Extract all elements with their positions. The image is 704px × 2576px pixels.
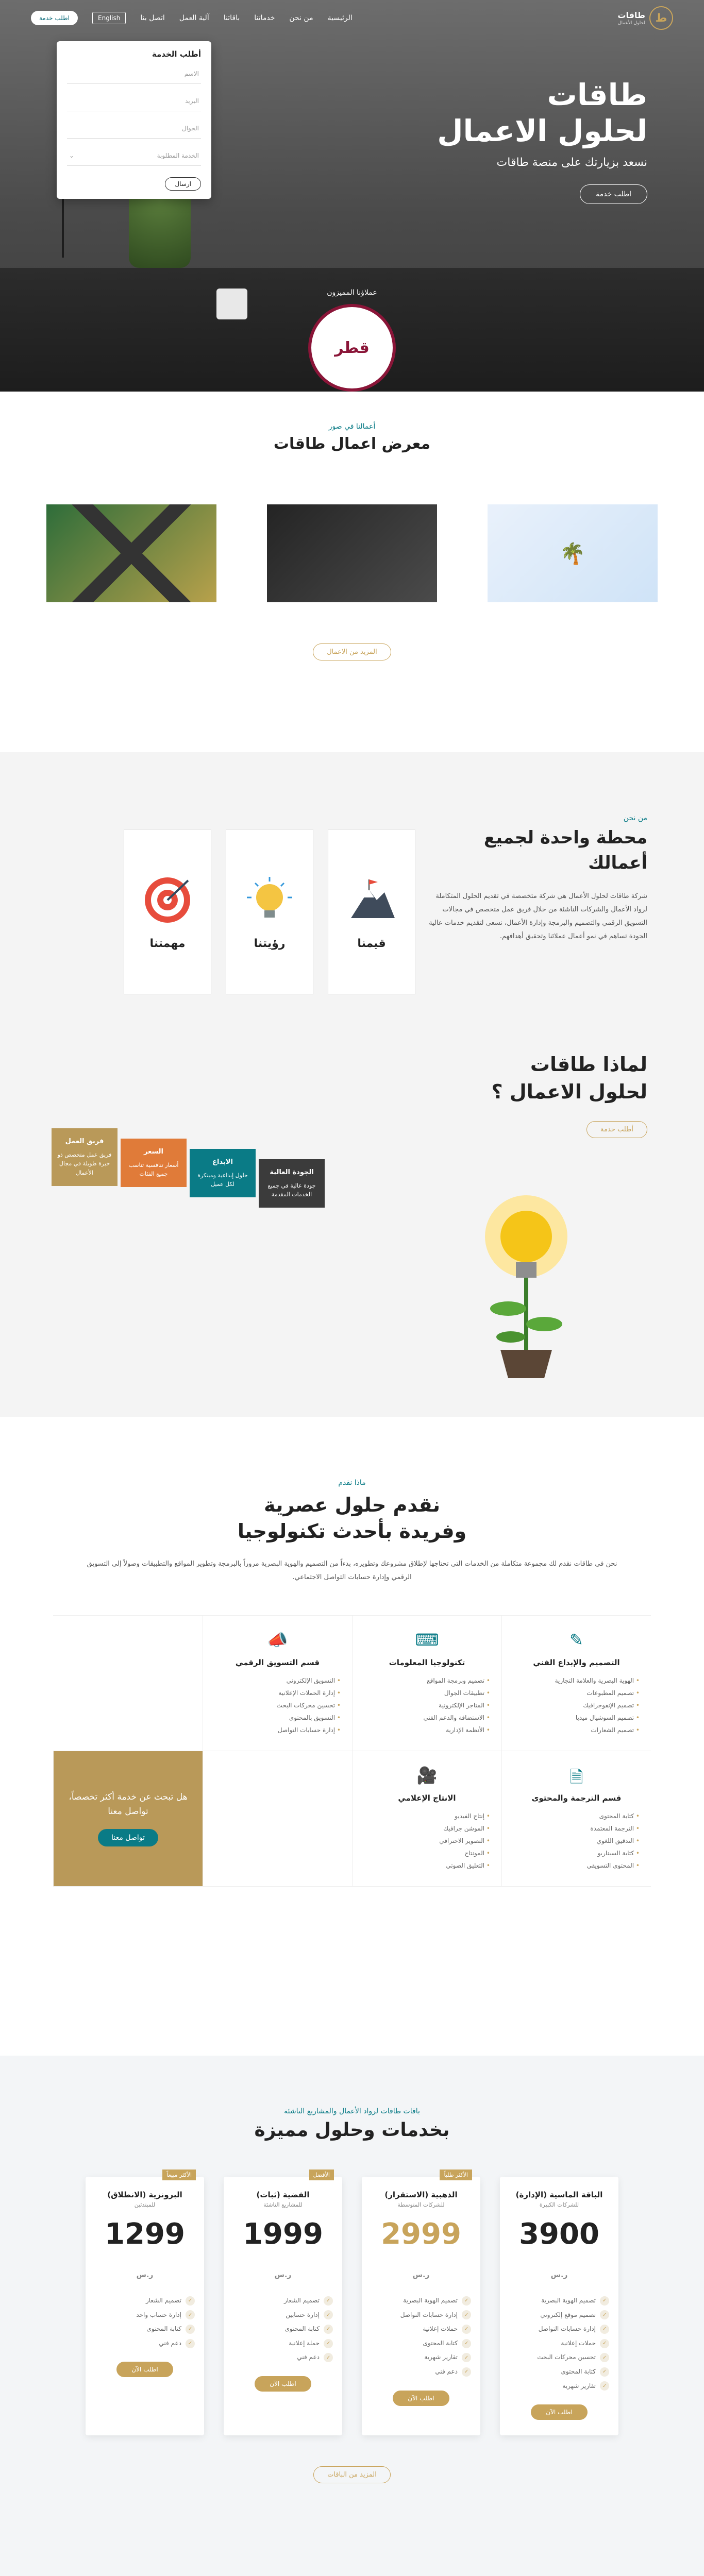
why-title-2: لحلول الاعمال ؟ <box>491 1080 647 1104</box>
service-marketing[interactable]: 📣 قسم التسويق الرقمي • التسويق الإلكتروني • إدارة الحملات الإعلانية • تحسين محركات البحث • التسويق بالمحتوى • إدارة حسابات التواصل <box>203 1616 352 1751</box>
services-section <box>0 1417 704 2056</box>
order-button[interactable]: اطلب الآن <box>531 2404 588 2420</box>
hero-title-1: طاقات <box>547 77 647 112</box>
service-translation[interactable]: 🗎 قسم الترجمة والمحتوى • كتابة المحتوى • الترجمة المعتمدة • التدقيق اللغوي • كتابة السيناريو • المحتوى التسويقي <box>501 1751 651 1887</box>
check-icon: ✓ <box>462 2296 471 2306</box>
vision-label: رؤيتنا <box>254 937 286 950</box>
why-us <box>421 1051 647 1138</box>
check-icon: ✓ <box>600 2353 609 2362</box>
check-icon: ✓ <box>462 2353 471 2362</box>
package-ribbon: الأكثر مبيعاً <box>162 2170 196 2180</box>
nav-process[interactable]: آلية العمل <box>179 14 209 22</box>
check-icon: ✓ <box>324 2325 333 2334</box>
mission-vision-values <box>124 829 415 994</box>
packages-tag: باقات طاقات لرواد الأعمال والمشاريع الناشئة <box>284 2107 420 2115</box>
package-ribbon: الأفضل <box>309 2170 334 2180</box>
service-media[interactable]: 🎥 الانتاج الإعلامي • إنتاج الفيديو • الموشن جرافيك • التصوير الاحترافي • المونتاج • التعليق الصوتي <box>352 1751 501 1887</box>
check-icon: ✓ <box>186 2296 195 2306</box>
about-section <box>0 752 704 1417</box>
work-item[interactable] <box>267 504 437 602</box>
values-card <box>328 829 415 994</box>
work-item[interactable] <box>488 504 658 602</box>
about-title: محطة واحدة لجميع أعمالك <box>483 827 647 874</box>
mountain-flag-icon <box>346 874 397 926</box>
works-section <box>0 392 704 752</box>
brand-name: طاقات <box>617 10 645 21</box>
package-price: 1999 ر.س <box>243 2217 323 2279</box>
language-switch[interactable]: English <box>92 12 126 24</box>
translate-icon: 🗎 <box>569 1767 583 1787</box>
why-steps <box>52 1128 325 1208</box>
services-title-1: نقدم حلول عصرية <box>264 1494 440 1516</box>
brand-sub: لحلول الأعمال <box>617 20 645 26</box>
work-thumbnail <box>267 504 437 602</box>
step-quality: الجودة العالية جودة عالية في جميع الخدمات المقدمة <box>259 1159 325 1208</box>
check-icon: ✓ <box>462 2325 471 2334</box>
nav-home[interactable]: الرئيسية <box>327 14 353 22</box>
quick-form-title: أطلب الخدمة <box>152 49 201 59</box>
bulb-plant-illustration <box>467 1185 585 1381</box>
lightbulb-icon <box>244 874 295 926</box>
packages-title: بخدمات وحلول مميزة <box>254 2120 450 2141</box>
check-icon: ✓ <box>324 2296 333 2306</box>
check-icon: ✓ <box>186 2339 195 2348</box>
values-label: قيمنا <box>357 937 386 950</box>
package-price: 2999 ر.س <box>381 2217 461 2279</box>
about-tag: من نحن <box>623 814 647 822</box>
services-tag: ماذا نقدم <box>338 1479 366 1487</box>
services-title-2: وفريدة بأحدث تكنولوجيا <box>237 1520 467 1543</box>
check-icon: ✓ <box>600 2339 609 2348</box>
why-title-1: لماذا طاقات <box>530 1053 647 1076</box>
mission-label: مهمتنا <box>149 937 186 950</box>
packages-row <box>0 2172 704 2435</box>
mission-card <box>124 829 211 994</box>
more-packages-button[interactable]: المزيد من الباقات <box>313 2466 391 2483</box>
about-paragraph: شركة طاقات لحلول الأعمال هي شركة متخصصة في تقديم الحلول المتكاملة لرواد الأعمال والشركات الناشئة من خلال فريق عمل متخصص في مجالات التسويق الرقمي والتصميم والبرمجة وإدارة الأعمال، نسعى لتقديم خدمات عالية الجودة تساهم في نمو أعمال عملائنا وتحقيق أهدافهم. <box>429 892 647 940</box>
check-icon: ✓ <box>324 2353 333 2362</box>
check-icon: ✓ <box>324 2339 333 2348</box>
works-tag: أعمالنا في صور <box>328 422 376 431</box>
brand-logo[interactable] <box>617 6 673 30</box>
package-card-bronze: الأكثر مبيعاً البرونزية (الانطلاق) للمبتدئين 1299 ر.س ✓ تصميم الشعار ✓ إدارة حساب واحد ✓ كتابة المحتوى ✓ دعم فني اطلب الآن <box>86 2177 204 2435</box>
hero-request-button[interactable]: اطلب خدمة <box>580 184 647 204</box>
works-gallery <box>0 504 704 602</box>
vision-card <box>226 829 313 994</box>
video-icon: 🎥 <box>416 1765 438 1785</box>
services-cta-text: هل تبحث عن خدمة أكثر تخصصاً، تواصل معنا <box>69 1792 188 1817</box>
service-blank <box>203 1751 352 1887</box>
marketing-icon: 📣 <box>267 1630 288 1650</box>
quick-service-select[interactable] <box>67 146 201 166</box>
check-icon: ✓ <box>462 2310 471 2319</box>
clients-label: عملاؤنا المميزون <box>327 289 377 297</box>
palm-icon: 🌴 <box>560 541 585 566</box>
check-icon: ✓ <box>462 2339 471 2348</box>
nav-services[interactable]: خدماتنا <box>254 14 275 22</box>
hero-title-2: لحلول الاعمال <box>437 113 647 148</box>
quick-phone-input[interactable]: الجوال <box>67 118 201 139</box>
why-request-button[interactable]: أطلب خدمة <box>586 1121 647 1138</box>
nav-about[interactable]: من نحن <box>289 14 313 22</box>
check-icon: ✓ <box>600 2296 609 2306</box>
quick-send-button[interactable]: ارسال <box>165 177 201 191</box>
service-empty <box>53 1616 203 1751</box>
check-icon: ✓ <box>462 2367 471 2377</box>
order-button[interactable]: اطلب الآن <box>393 2391 449 2406</box>
packages-section <box>0 2056 704 2576</box>
package-card-silver: الأفضل الفضية (ثبات) للمشاريع الناشئة 1999 ر.س ✓ تصميم الشعار ✓ إدارة حسابين ✓ كتابة المحتوى ✓ حملة إعلانية ✓ دعم فني اطلب الآن <box>224 2177 342 2435</box>
qatar-client-logo: قطر <box>308 304 396 392</box>
quick-service-label: الخدمة المطلوبة <box>157 152 199 159</box>
service-it[interactable]: ⌨ تكنولوجيا المعلومات • تصميم وبرمجة المواقع • تطبيقات الجوال • المتاجر الإلكترونية • الاستضافة والدعم الفني • الأنظمة الإدارية <box>352 1616 501 1751</box>
hero-subtitle: نسعد بزيارتك على منصة طاقات <box>496 156 647 170</box>
package-card-diamond: الباقة الماسية (الإدارة) للشركات الكبيرة 3900 ر.س ✓ تصميم الهوية البصرية ✓ تصميم موقع إلكتروني ✓ إدارة حسابات التواصل ✓ حملات إعلانية ✓ تحسين محركات البحث ✓ كتابة المحتوى ✓ تقارير شهرية اطلب الآن <box>500 2177 618 2435</box>
clients-strip <box>0 289 704 392</box>
package-price: 3900 ر.س <box>519 2217 599 2279</box>
works-title: معرض اعمال طاقات <box>273 435 431 453</box>
package-card-gold: الأكثر طلباً الذهبية (الاستقرار) للشركات المتوسطة 2999 ر.س ✓ تصميم الهوية البصرية ✓ إدارة حسابات التواصل ✓ حملات إعلانية ✓ كتابة المحتوى ✓ تقارير شهرية ✓ دعم فني اطلب الآن <box>362 2177 480 2435</box>
services-grid <box>53 1615 651 1887</box>
main-nav <box>31 11 353 25</box>
step-creativity: الابداع حلول إبداعية ومبتكرة لكل عميل <box>190 1149 256 1197</box>
target-icon <box>142 874 193 926</box>
check-icon: ✓ <box>324 2310 333 2319</box>
design-icon: ✎ <box>569 1630 583 1650</box>
about-text <box>421 814 647 943</box>
check-icon: ✓ <box>186 2325 195 2334</box>
check-icon: ✓ <box>600 2310 609 2319</box>
work-thumbnail <box>488 504 658 602</box>
step-price: السعر أسعار تنافسية تناسب جميع الفئات <box>121 1139 187 1187</box>
service-design[interactable]: ✎ التصميم والإبداع الفني • الهوية البصرية والعلامة التجارية • تصميم المطبوعات • تصميم الإنفوجرافيك • تصميم السوشيال ميديا • تصميم الشعارات <box>501 1616 651 1751</box>
nav-packages[interactable]: باقاتنا <box>223 14 240 22</box>
step-team: فريق العمل فريق عمل متخصص ذو خبرة طويلة في مجال الأعمال <box>52 1128 118 1186</box>
check-icon: ✓ <box>186 2310 195 2319</box>
check-icon: ✓ <box>600 2367 609 2377</box>
code-icon: ⌨ <box>415 1630 439 1650</box>
services-intro: نحن في طاقات نقدم لك مجموعة متكاملة من الخدمات التي تحتاجها لإطلاق مشروعك وتطويره، بدءاً من التصميم والهوية البصرية مروراً بالبرمجة وتطوير المواقع والتطبيقات وصولاً إلى التسويق الرقمي وإدارة حسابات التواصل الاجتماعي. <box>87 1560 617 1581</box>
services-contact-button[interactable]: تواصل معنا <box>98 1829 158 1846</box>
package-price: 1299 ر.س <box>105 2217 185 2279</box>
nav-contact[interactable]: اتصل بنا <box>140 14 165 22</box>
order-button[interactable]: اطلب الآن <box>255 2376 311 2392</box>
work-item[interactable] <box>46 504 216 602</box>
hero-text <box>437 77 647 204</box>
order-button[interactable]: اطلب الآن <box>116 2362 173 2377</box>
package-ribbon: الأكثر طلباً <box>440 2170 472 2180</box>
chevron-down-icon: ⌄ <box>69 152 75 159</box>
services-cta-card <box>53 1751 203 1887</box>
quick-email-input[interactable]: البريد <box>67 91 201 111</box>
request-service-button[interactable]: اطلب خدمة <box>31 11 78 25</box>
hero-section <box>0 0 704 392</box>
check-icon: ✓ <box>600 2381 609 2391</box>
site-header <box>0 0 704 36</box>
more-works-button[interactable]: المزيد من الاعمال <box>313 643 391 660</box>
check-icon: ✓ <box>600 2325 609 2334</box>
logo-mark-icon: ط <box>649 6 673 30</box>
work-thumbnail <box>46 504 216 602</box>
quick-request-form <box>57 41 211 199</box>
quick-name-input[interactable]: الاسم <box>67 64 201 84</box>
